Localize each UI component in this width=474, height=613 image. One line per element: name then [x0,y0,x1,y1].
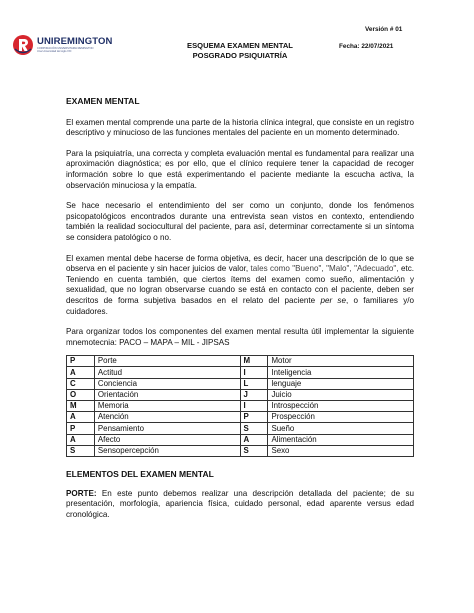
document-header [0,0,474,70]
mnemonic-letter: S [240,445,268,456]
logo-mark-icon [12,34,34,56]
mnemonic-word: Actitud [94,367,240,378]
mnemonic-letter: A [67,412,95,423]
mnemonic-word: Inteligencia [268,367,414,378]
mnemonic-letter: P [67,356,95,367]
mnemonic-word: Introspección [268,401,414,412]
table-row [67,367,414,378]
table-row [67,412,414,423]
table-row [67,378,414,389]
mnemonic-word: Motor [268,356,414,367]
paragraph-porte [66,489,414,521]
mnemonic-letter: L [240,378,268,389]
mnemonic-word: Atención [94,412,240,423]
mnemonic-letter: S [240,423,268,434]
mnemonic-word: Orientación [94,389,240,400]
mnemonic-letter: A [240,434,268,445]
table-row [67,434,414,445]
logo-name: UNIREMINGTON [37,36,113,47]
logo-subtitle-line1: CORPORACIÓN UNIVERSITARIA REMINGTON [37,47,94,50]
date-label: Fecha: 22/07/2021 [339,43,394,50]
logo-subtitle-line2: Una Universidad del siglo XXI [37,50,72,54]
mnemonic-word: Conciencia [94,378,240,389]
document-title-line1: ESQUEMA EXAMEN MENTAL [187,41,293,50]
mnemonic-letter: C [67,378,95,389]
mnemonic-letter: J [240,389,268,400]
mnemonic-letter: I [240,367,268,378]
mnemonic-word: Sueño [268,423,414,434]
porte-lead: PORTE: [66,488,97,498]
table-row [67,356,414,367]
paragraph-objectivity-quoted: tales como "Bueno", "Malo", "Adecuado", [250,264,399,274]
mnemonic-letter: P [67,423,95,434]
section-title-elementos: ELEMENTOS DEL EXAMEN MENTAL [66,468,214,479]
paragraph-objectivity [66,254,414,318]
mnemonic-table [66,355,414,457]
paragraph-mnemonic-intro: Para organizar todos los componentes del examen mental resulta útil implementar la siguiente mnemotecnia: PACO – MAPA – MIL - JIPSAS [66,327,414,347]
logo-subtitle [37,47,93,54]
porte-text: En este punto debemos realizar una descripción detallada del paciente; de su presentación, morfología, apariencia física, cuidado personal, edad aparente versus edad cronológica. [66,488,414,519]
mnemonic-letter: M [240,356,268,367]
mnemonic-letter: A [67,434,95,445]
table-row [67,389,414,400]
table-row [67,423,414,434]
paragraph-objectivity-part1: El examen mental debe hacerse de forma objetiva, es decir, hacer una descripción de lo que se observa en el paciente y sin hacer juicios de valor, [66,253,414,274]
mnemonic-word: Juicio [268,389,414,400]
paragraph-objectivity-part3: , o familiares y/o cuidadores. [66,295,415,316]
table-row [67,401,414,412]
table-row [67,445,414,456]
mnemonic-word: Pensamiento [94,423,240,434]
mnemonic-word: Sensopercepción [94,445,240,456]
mnemonic-letter: P [240,412,268,423]
paragraph-psychiatry: Para la psiquiatría, una correcta y completa evaluación mental es fundamental para realizar una aproximación diagnóstica; es por ello, que el clínico requiere tener la capacidad de recoger información sobre lo que está experimentando el paciente mediante la escucha activa, la observación minuciosa y la empatía. [66,148,414,190]
mnemonic-letter: S [67,445,95,456]
mnemonic-letter: O [67,389,95,400]
mnemonic-word: Afecto [94,434,240,445]
paragraph-definition: El examen mental comprende una parte de la historia clínica integral, que consiste en un registro descriptivo y minucioso de las funciones mentales del paciente en un momento determinado. [66,117,414,138]
section-title-examen-mental: EXAMEN MENTAL [66,96,140,106]
mnemonic-word: Memoria [94,401,240,412]
mnemonic-word: Porte [94,356,240,367]
uniremington-logo [12,34,132,56]
mnemonic-word: Prospección [268,412,414,423]
paragraph-context: Se hace necesario el entendimiento del ser como un conjunto, donde los fenómenos psicopatológicos encontrados durante una entrevista sean vistos en contexto, entendiendo también la realidad sociocultural del paciente, para así, determinar correctamente si un síntoma se considera patológico o no. [66,201,414,242]
paragraph-objectivity-italic: per se [320,295,346,305]
mnemonic-word: lenguaje [268,378,414,389]
mnemonic-letter: A [67,367,95,378]
mnemonic-word: Alimentación [268,434,414,445]
paragraph-objectivity-part2: etc. Teniendo en cuenta también, que ciertos ítems del examen como sueño, alimentación y sexualidad, que no logran observarse cuando se está en contacto con el paciente, deben ser descritos de forma subjetiva basados en el relato del paciente [66,264,415,305]
mnemonic-letter: I [240,401,268,412]
mnemonic-word: Sexo [268,445,414,456]
document-title-line2: POSGRADO PSIQUIATRÍA [192,50,288,60]
document-title [170,41,310,61]
mnemonic-letter: M [67,401,95,412]
version-label: Versión # 01 [365,26,403,33]
document-body [66,96,414,530]
